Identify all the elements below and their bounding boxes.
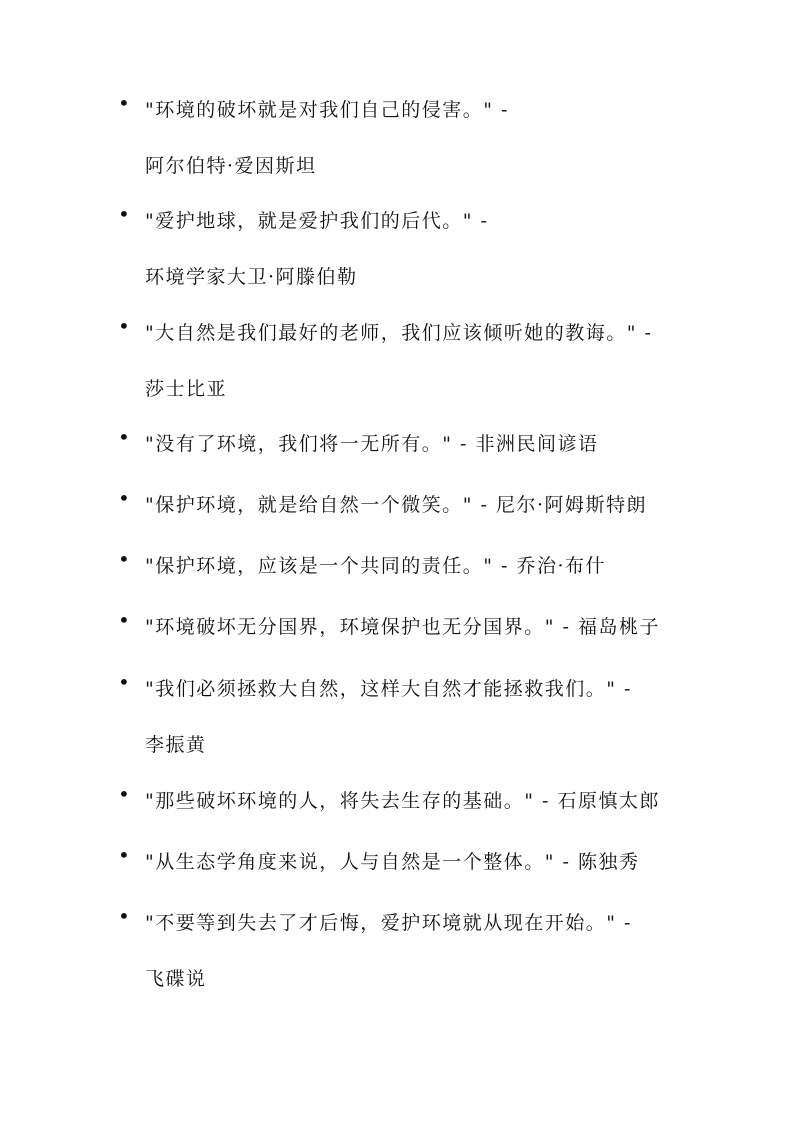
- bullet: •: [118, 670, 130, 694]
- quote-text: [145, 538, 705, 594]
- quote-author-line: 飞碟说: [145, 968, 207, 990]
- quote-line: "爱护地球，就是爱护我们的后代。" -: [145, 210, 489, 232]
- quote-text: [145, 477, 705, 533]
- quote-author-line: 李振黄: [145, 734, 207, 756]
- quote-text: [145, 661, 705, 773]
- quote-text: [145, 305, 705, 417]
- bullet: •: [118, 904, 130, 928]
- quote-line: "没有了环境，我们将一无所有。" - 非洲民间谚语: [145, 433, 599, 455]
- bullet: •: [118, 425, 130, 449]
- bullet: •: [118, 202, 130, 226]
- quote-text: [145, 599, 705, 655]
- bullet: •: [118, 782, 130, 806]
- quote-author-line: 环境学家大卫·阿滕伯勒: [145, 266, 358, 288]
- quote-text: [145, 416, 705, 472]
- quote-line: "从生态学角度来说，人与自然是一个整体。" - 陈独秀: [145, 851, 640, 873]
- quote-line: "我们必须拯救大自然，这样大自然才能拯救我们。" -: [145, 678, 632, 700]
- bullet: •: [118, 843, 130, 867]
- quote-line: "环境破坏无分国界，环境保护也无分国界。" - 福岛桃子: [145, 616, 660, 638]
- quote-text: [145, 193, 705, 305]
- quote-author-line: 莎士比亚: [145, 378, 228, 400]
- bullet: •: [118, 314, 130, 338]
- quote-text: [145, 834, 705, 890]
- quote-line: "不要等到失去了才后悔，爱护环境就从现在开始。" -: [145, 912, 632, 934]
- quote-line: "大自然是我们最好的老师，我们应该倾听她的教诲。" -: [145, 322, 653, 344]
- quote-text: [145, 773, 705, 829]
- quote-line: "那些破坏环境的人，将失去生存的基础。" - 石原慎太郎: [145, 790, 660, 812]
- bullet: •: [118, 547, 130, 571]
- bullet: •: [118, 486, 130, 510]
- quote-line: "保护环境，应该是一个共同的责任。" - 乔治·布什: [145, 555, 607, 577]
- quote-text: [145, 82, 705, 194]
- quote-text: [145, 895, 705, 1007]
- quote-line: "保护环境，就是给自然一个微笑。" - 尼尔·阿姆斯特朗: [145, 494, 648, 516]
- quote-line: "环境的破坏就是对我们自己的侵害。" -: [145, 99, 509, 121]
- bullet: •: [118, 91, 130, 115]
- bullet: •: [118, 608, 130, 632]
- quote-author-line: 阿尔伯特·爱因斯坦: [145, 155, 317, 177]
